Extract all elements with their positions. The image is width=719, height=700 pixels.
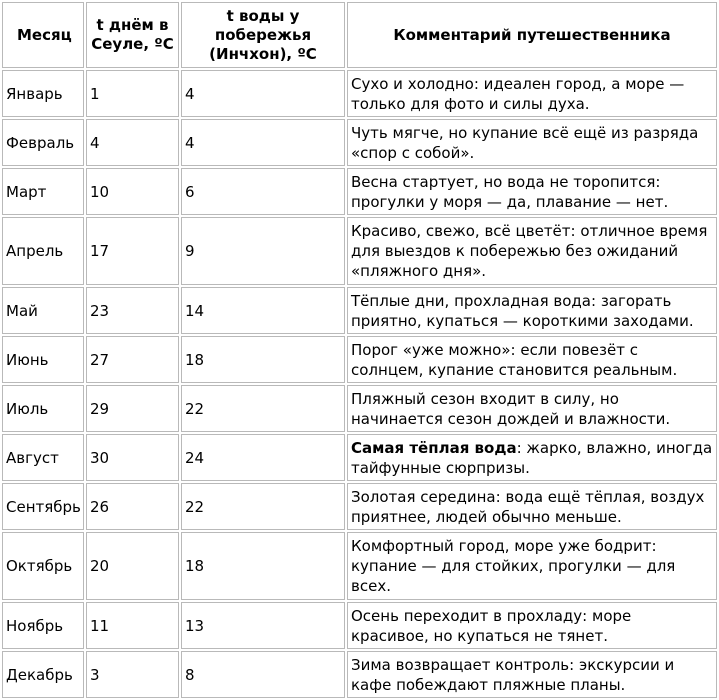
cell-month: Январь bbox=[2, 70, 84, 117]
cell-water-temp: 24 bbox=[181, 434, 345, 481]
header-month: Месяц bbox=[2, 2, 84, 68]
cell-day-temp: 17 bbox=[86, 217, 179, 285]
cell-comment bbox=[347, 217, 717, 285]
cell-comment bbox=[347, 651, 717, 698]
cell-water-temp: 8 bbox=[181, 651, 345, 698]
cell-comment bbox=[347, 287, 717, 334]
cell-comment bbox=[347, 168, 717, 215]
table-row bbox=[2, 434, 717, 481]
cell-comment bbox=[347, 385, 717, 432]
cell-comment bbox=[347, 532, 717, 600]
header-comment: Комментарий путешественника bbox=[347, 2, 717, 68]
table-row bbox=[2, 119, 717, 166]
cell-month: Август bbox=[2, 434, 84, 481]
cell-day-temp: 30 bbox=[86, 434, 179, 481]
table-row bbox=[2, 602, 717, 649]
cell-comment bbox=[347, 336, 717, 383]
cell-day-temp: 20 bbox=[86, 532, 179, 600]
cell-comment bbox=[347, 70, 717, 117]
cell-water-temp: 22 bbox=[181, 483, 345, 530]
comment-text: : жарко, влажно, иногда тайфунные сюрпризы. bbox=[351, 438, 713, 477]
cell-water-temp: 18 bbox=[181, 532, 345, 600]
cell-day-temp: 4 bbox=[86, 119, 179, 166]
cell-water-temp: 6 bbox=[181, 168, 345, 215]
cell-water-temp: 22 bbox=[181, 385, 345, 432]
table-row bbox=[2, 168, 717, 215]
comment-text: Комфортный город, море уже бодрит: купание — для стойких, прогулки — для всех. bbox=[351, 537, 676, 595]
cell-water-temp: 18 bbox=[181, 336, 345, 383]
cell-comment bbox=[347, 119, 717, 166]
cell-day-temp: 3 bbox=[86, 651, 179, 698]
comment-text: Чуть мягче, но купание всё ещё из разряда «спор с собой». bbox=[351, 123, 699, 162]
comment-text: Зима возвращает контроль: экскурсии и кафе побеждают пляжные планы. bbox=[351, 655, 675, 694]
cell-comment bbox=[347, 483, 717, 530]
cell-day-temp: 11 bbox=[86, 602, 179, 649]
table-row bbox=[2, 532, 717, 600]
cell-day-temp: 10 bbox=[86, 168, 179, 215]
cell-month: Июнь bbox=[2, 336, 84, 383]
comment-text: Весна стартует, но вода не торопится: прогулки у моря — да, плавание — нет. bbox=[351, 172, 669, 211]
cell-month: Октябрь bbox=[2, 532, 84, 600]
cell-water-temp: 9 bbox=[181, 217, 345, 285]
header-day-temp bbox=[86, 2, 179, 68]
cell-day-temp: 23 bbox=[86, 287, 179, 334]
table-row bbox=[2, 336, 717, 383]
comment-text: Порог «уже можно»: если повезёт с солнцем, купание становится реальным. bbox=[351, 340, 678, 379]
table-row bbox=[2, 385, 717, 432]
cell-month: Декабрь bbox=[2, 651, 84, 698]
header-water-temp bbox=[181, 2, 345, 68]
comment-text: Осень переходит в прохладу: море красивое, но купаться не тянет. bbox=[351, 606, 632, 645]
cell-day-temp: 27 bbox=[86, 336, 179, 383]
table-row bbox=[2, 70, 717, 117]
cell-month: Сентябрь bbox=[2, 483, 84, 530]
comment-text: Тёплые дни, прохладная вода: загорать приятно, купаться — короткими заходами. bbox=[351, 291, 694, 330]
header-water-temp-line: (Инчхон), ºС bbox=[209, 44, 317, 63]
comment-text: Пляжный сезон входит в силу, но начинается сезон дождей и влажности. bbox=[351, 389, 671, 428]
table-body bbox=[2, 70, 717, 698]
header-day-temp-line: t днём в bbox=[96, 16, 169, 34]
comment-text: Сухо и холодно: идеален город, а море — только для фото и силы духа. bbox=[351, 74, 685, 113]
cell-comment bbox=[347, 434, 717, 481]
cell-month: Ноябрь bbox=[2, 602, 84, 649]
cell-month: Апрель bbox=[2, 217, 84, 285]
comment-text: Золотая середина: вода ещё тёплая, воздух приятнее, людей обычно меньше. bbox=[351, 487, 705, 526]
cell-month: Март bbox=[2, 168, 84, 215]
table-row bbox=[2, 483, 717, 530]
header-water-temp-line: побережья bbox=[214, 25, 312, 44]
table-row bbox=[2, 217, 717, 285]
cell-water-temp: 13 bbox=[181, 602, 345, 649]
cell-day-temp: 1 bbox=[86, 70, 179, 117]
cell-month: Февраль bbox=[2, 119, 84, 166]
cell-comment bbox=[347, 602, 717, 649]
cell-month: Май bbox=[2, 287, 84, 334]
cell-day-temp: 26 bbox=[86, 483, 179, 530]
header-row bbox=[2, 2, 717, 68]
cell-month: Июль bbox=[2, 385, 84, 432]
cell-water-temp: 4 bbox=[181, 119, 345, 166]
comment-highlight: Самая тёплая вода bbox=[351, 438, 517, 457]
table-row bbox=[2, 651, 717, 698]
cell-day-temp: 29 bbox=[86, 385, 179, 432]
cell-water-temp: 14 bbox=[181, 287, 345, 334]
cell-water-temp: 4 bbox=[181, 70, 345, 117]
header-water-temp-line: t воды у bbox=[226, 6, 300, 25]
header-day-temp-line: Сеуле, ºС bbox=[91, 35, 174, 53]
table-row bbox=[2, 287, 717, 334]
comment-text: Красиво, свежо, всё цветёт: отличное время для выездов к побережью без ожиданий «пляжного дня». bbox=[351, 222, 708, 280]
